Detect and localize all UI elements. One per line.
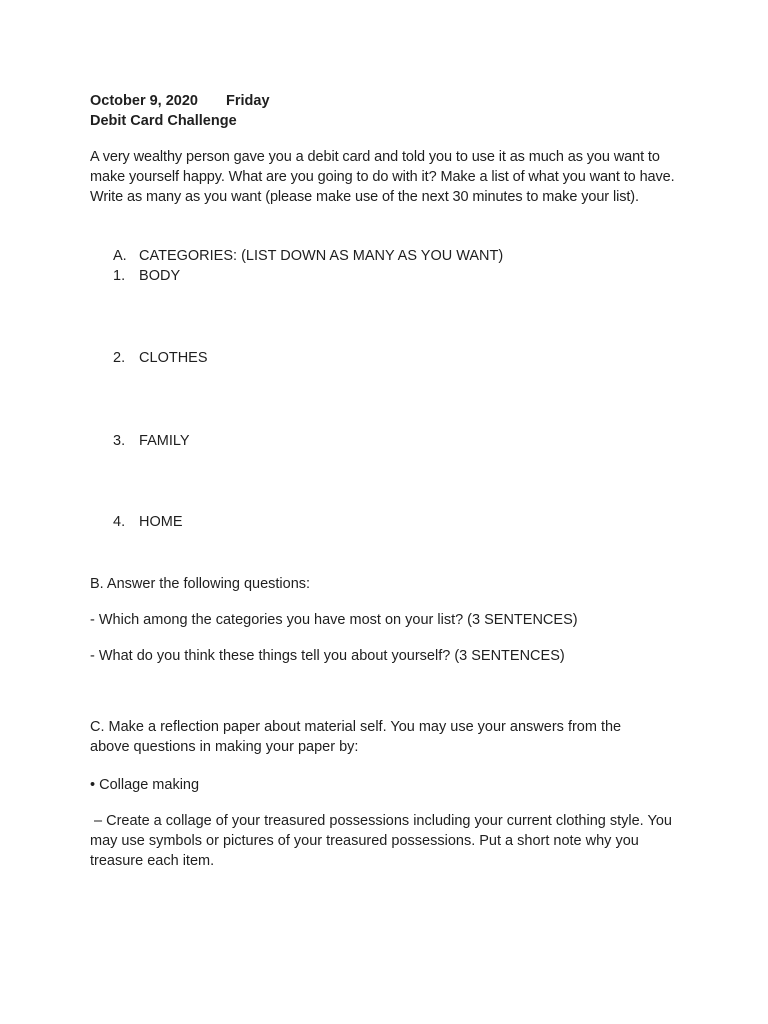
- section-a-heading: [113, 246, 673, 266]
- date: October 9, 2020: [90, 93, 198, 109]
- list-item: [113, 266, 673, 286]
- category-clothes: CLOTHES: [139, 350, 208, 366]
- list-item: [113, 348, 673, 368]
- day: Friday: [226, 93, 270, 109]
- section-a-marker: A.: [113, 248, 127, 264]
- intro-paragraph: A very wealthy person gave you a debit card and told you to use it as much as you want to make yourself happy. What are you going to do with it? Make a list of what you want to have. Write as many as you want (please make use of the next 30 minutes to make your list).: [90, 149, 675, 205]
- category-home: HOME: [139, 514, 183, 530]
- section-b-heading: B. Answer the following questions:: [90, 576, 311, 592]
- section-c-heading: C. Make a reflection paper about material self. You may use your answers from the above questions in making your paper by:: [90, 719, 622, 755]
- list-item: [113, 431, 673, 451]
- collage-bullet: • Collage making: [90, 777, 200, 793]
- question-2: - What do you think these things tell you about yourself? (3 SENTENCES): [90, 648, 565, 664]
- collage-instructions: – Create a collage of your treasured possessions including your current clothing style. You may use symbols or pictures of your treasured possessions. Put a short note why you treasure each item.: [90, 813, 676, 869]
- section-a-label: CATEGORIES: (LIST DOWN AS MANY AS YOU WANT): [139, 248, 504, 264]
- question-1: - Which among the categories you have most on your list? (3 SENTENCES): [90, 612, 578, 628]
- header-line: [90, 91, 690, 111]
- document-title: Debit Card Challenge: [90, 113, 237, 129]
- list-item-number: 3.: [113, 433, 126, 449]
- category-body: BODY: [139, 268, 181, 284]
- category-family: FAMILY: [139, 433, 190, 449]
- list-item-number: 4.: [113, 514, 126, 530]
- list-item-number: 1.: [113, 268, 126, 284]
- list-item-number: 2.: [113, 350, 126, 366]
- list-item: [113, 512, 673, 532]
